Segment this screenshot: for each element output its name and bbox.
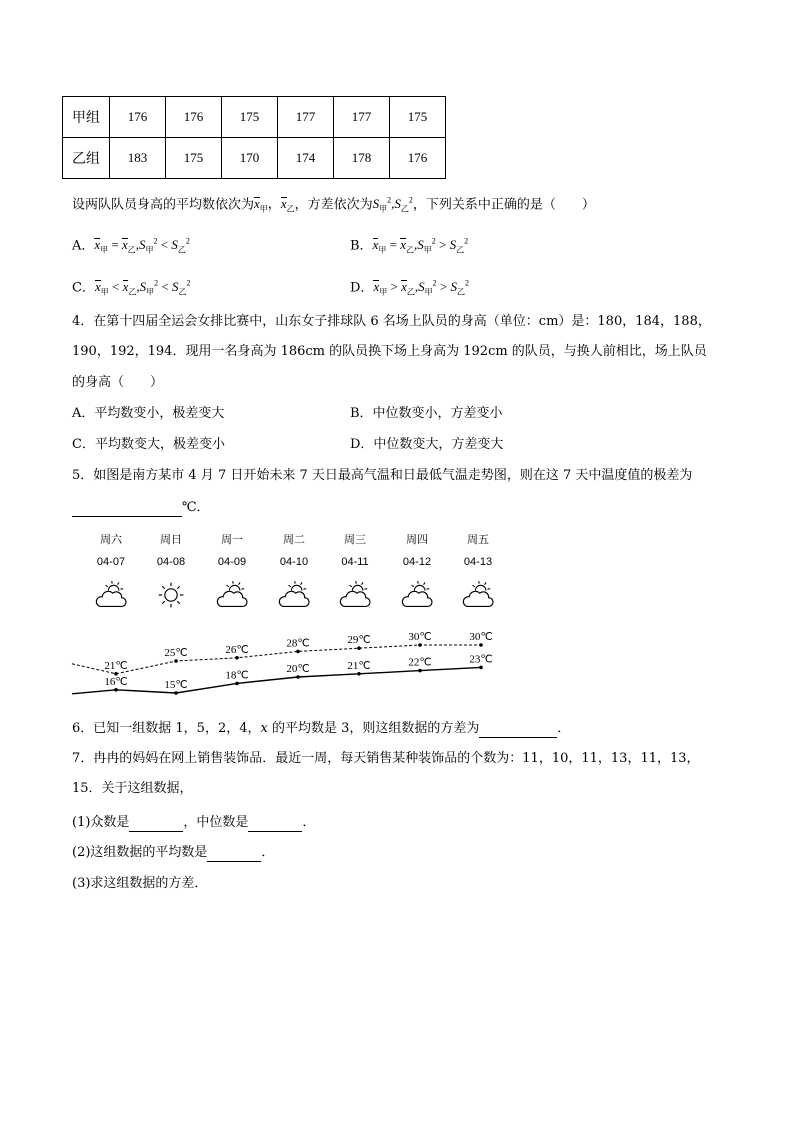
low-temp-lead [72,690,116,694]
weekday-label: 周五 [467,533,489,546]
low-temp-label: 22℃ [408,656,432,669]
q4-option-a[interactable]: A．平均数变小，极差变大 [72,406,225,421]
q7-line1: 7．冉冉的妈妈在网上销售装饰品．最近一周，每天销售某种装饰品的个数为：11，10，11，13，11，13， [72,751,700,766]
row-label: 乙组 [63,138,110,179]
weekday-label: 周六 [100,533,122,546]
height-table [62,96,446,179]
low-temp-point [418,669,422,673]
table-cell: 176 [110,97,166,138]
weekday-label: 周三 [344,533,366,546]
date-label: 04-12 [402,556,432,568]
low-temp-point [479,666,483,670]
table-cell: 170 [222,138,278,179]
variance-symbols: $S_甲^2,S_乙^2$ [372,196,413,214]
low-temp-point [174,691,178,695]
answer-blank[interactable] [248,815,302,832]
low-temp-label: 16℃ [104,675,128,688]
temperature-chart [0,600,794,710]
answer-blank[interactable] [207,845,261,862]
high-temp-point [235,656,239,660]
answer-blank[interactable] [72,500,182,517]
high-temp-point [479,643,483,647]
q7-line2: 15．关于这组数据， [72,781,193,796]
date-label: 04-07 [96,556,126,568]
table-cell: 178 [334,138,390,179]
high-temp-label: 29℃ [347,634,371,647]
q7-part2: (2)这组数据的平均数是 ． [72,845,275,860]
date-label: 04-10 [279,556,309,568]
low-temp-point [296,675,300,679]
table-cell: 176 [390,138,446,179]
table-row [63,97,446,138]
table-cell: 183 [110,138,166,179]
q3-option-d[interactable]: D．$x_甲 > x_乙,S_甲^2 > S_乙^2$ [350,279,469,297]
row-label: 甲组 [63,97,110,138]
q3-option-a[interactable]: A．$x_甲 = x_乙,S_甲^2 < S_乙^2$ [72,237,190,255]
weekday-label: 周二 [283,533,305,546]
high-temp-point [296,650,300,654]
table-cell: 175 [166,138,222,179]
table-cell: 176 [166,97,222,138]
high-temp-point [357,646,361,650]
answer-blank[interactable] [129,815,183,832]
q7-part3: (3)求这组数据的方差． [72,876,208,891]
low-temp-point [357,672,361,676]
high-temp-label: 25℃ [164,647,188,659]
table-cell: 174 [278,138,334,179]
table-cell: 175 [222,97,278,138]
table-cell: 177 [278,97,334,138]
low-temp-point [114,688,118,692]
date-label: 04-11 [341,556,369,568]
weekday-label: 周一 [221,533,243,546]
low-temp-label: 20℃ [286,663,310,675]
weekday-label: 周四 [406,533,428,546]
high-temp-label: 30℃ [408,631,432,643]
q3-stem: 设两队队员身高的平均数依次为$x_甲$，$x_乙$，方差依次为$S_甲^2,S_乙^2$，下列关系中正确的是（ ） [72,196,595,214]
q4-line2: 190，192，194．现用一名身高为 186cm 的队员换下场上身高为 192cm 的队员，与换人前相比，场上队员 [72,344,707,359]
q4-option-d[interactable]: D．中位数变大，方差变大 [350,437,504,452]
table-row [63,138,446,179]
table-cell: 175 [390,97,446,138]
q4-option-c[interactable]: C．平均数变大，极差变小 [72,437,225,452]
q6: 6．已知一组数据 1，5，2，4，x 的平均数是 3，则这组数据的方差为 ． [72,721,571,736]
q4-line1: 4．在第十四届全运会女排比赛中，山东女子排球队 6 名场上队员的身高（单位：cm）是：180，184，188， [72,314,711,329]
q3-option-b[interactable]: B．$x_甲 = x_乙,S_甲^2 > S_乙^2$ [350,237,469,255]
high-temp-point [418,643,422,647]
q3-option-c[interactable]: C．$x_甲 < x_乙,S_甲^2 < S_乙^2$ [72,279,191,297]
q4-option-b[interactable]: B．中位数变小，方差变小 [350,406,503,421]
high-temp-label: 21℃ [104,659,128,672]
table-cell: 177 [334,97,390,138]
low-temp-label: 15℃ [164,679,188,691]
low-temp-label: 23℃ [469,653,493,666]
high-temp-label: 26℃ [225,643,249,656]
q5-line1: 5．如图是南方某市 4 月 7 日开始未来 7 天日最高气温和日最低气温走势图，则在这 7 天中温度值的极差为 [72,468,693,483]
q4-line3: 的身高（ ） [72,375,164,390]
high-temp-label: 30℃ [469,631,493,643]
answer-blank[interactable] [479,721,557,738]
date-label: 04-13 [463,556,493,568]
q5-line2: ℃． [72,500,210,517]
low-temp-label: 21℃ [347,659,371,672]
mean-symbols: $x_甲$，$x_乙$ [254,196,295,214]
q7-part1: (1)众数是 ，中位数是 ． [72,815,316,830]
date-label: 04-08 [156,556,186,568]
high-temp-point [174,659,178,663]
low-temp-label: 18℃ [225,669,249,682]
date-label: 04-09 [217,556,247,568]
low-temp-point [235,682,239,686]
weekday-label: 周日 [160,533,182,546]
high-temp-label: 28℃ [286,637,310,650]
